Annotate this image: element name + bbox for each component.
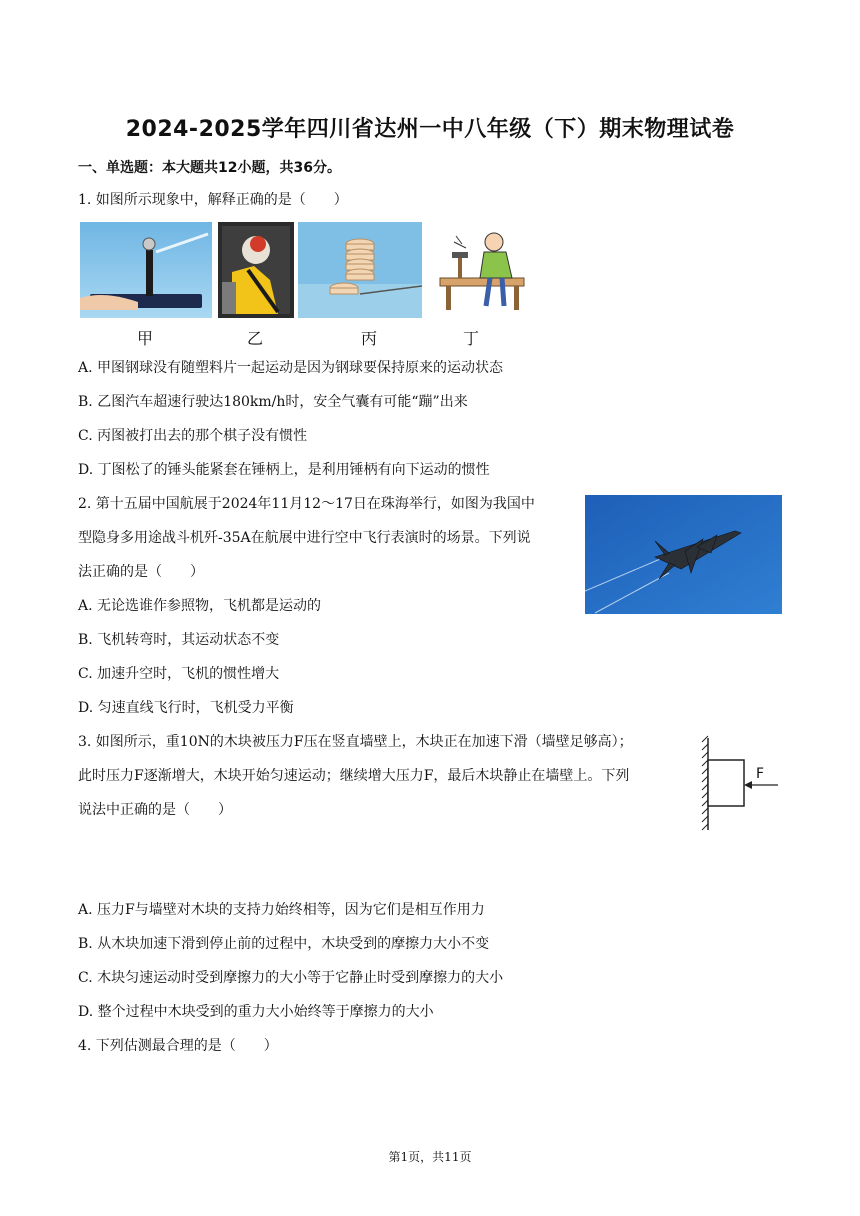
figure-caption-ding: 丁 bbox=[462, 329, 479, 348]
q1-option-a: A. 甲图钢球没有随塑料片一起运动是因为钢球要保持原来的运动状态 bbox=[78, 360, 504, 376]
page-footer: 第1页，共11页 bbox=[388, 1150, 472, 1164]
question-4-stem: 4. 下列估测最合理的是（ ） bbox=[78, 1038, 278, 1054]
question-2-stem-line2: 型隐身多用途战斗机歼-35A在航展中进行空中飞行表演时的场景。下列说 bbox=[78, 530, 531, 546]
q3-option-d: D. 整个过程中木块受到的重力大小始终等于摩擦力的大小 bbox=[78, 1004, 434, 1020]
figure-jia-image bbox=[80, 222, 212, 318]
question-2-stem-line1: 2. 第十五届中国航展于2024年11月12～17日在珠海举行，如图为我国中 bbox=[78, 496, 535, 512]
figure-caption-bing: 丙 bbox=[360, 329, 377, 348]
question-3-stem-line3: 说法中正确的是（ ） bbox=[78, 802, 232, 818]
q2-option-a: A. 无论选谁作参照物，飞机都是运动的 bbox=[78, 598, 322, 614]
section-heading: 一、单选题：本大题共12小题，共36分。 bbox=[78, 160, 341, 176]
figure-caption-jia: 甲 bbox=[136, 329, 153, 348]
q2-option-d: D. 匀速直线飞行时，飞机受力平衡 bbox=[78, 700, 294, 716]
figure-ding-image bbox=[432, 222, 528, 318]
q3-option-b: B. 从木块加速下滑到停止前的过程中，木块受到的摩擦力大小不变 bbox=[78, 936, 490, 952]
figure-caption-yi: 乙 bbox=[246, 329, 263, 348]
q2-option-c: C. 加速升空时，飞机的惯性增大 bbox=[78, 666, 280, 682]
question-1-stem: 1. 如图所示现象中，解释正确的是（ ） bbox=[78, 192, 348, 208]
fighter-jet-image bbox=[585, 495, 782, 614]
page-title: 2024-2025学年四川省达州一中八年级（下）期末物理试卷 bbox=[125, 117, 735, 142]
q1-option-d: D. 丁图松了的锤头能紧套在锤柄上，是利用锤柄有向下运动的惯性 bbox=[78, 462, 490, 478]
q3-option-c: C. 木块匀速运动时受到摩擦力的大小等于它静止时受到摩擦力的大小 bbox=[78, 970, 504, 986]
force-label: F bbox=[756, 766, 765, 782]
q3-option-a: A. 压力F与墙壁对木块的支持力始终相等，因为它们是相互作用力 bbox=[78, 902, 485, 918]
q1-option-c: C. 丙图被打出去的那个棋子没有惯性 bbox=[78, 428, 308, 444]
q2-option-b: B. 飞机转弯时，其运动状态不变 bbox=[78, 632, 280, 648]
figure-yi-image bbox=[218, 222, 294, 318]
question-2-stem-line3: 法正确的是（ ） bbox=[78, 564, 204, 580]
question-3-stem-line1: 3. 如图所示，重10N的木块被压力F压在竖直墙壁上，木块正在加速下滑（墙壁足够高）； bbox=[78, 734, 633, 750]
wall-block-diagram bbox=[698, 734, 788, 834]
figure-bing-image bbox=[298, 222, 422, 318]
q1-option-b: B. 乙图汽车超速行驶达180km/h时，安全气囊有可能“蹦”出来 bbox=[78, 394, 468, 410]
question-3-stem-line2: 此时压力F逐渐增大，木块开始匀速运动；继续增大压力F，最后木块静止在墙壁上。下列 bbox=[78, 768, 630, 784]
